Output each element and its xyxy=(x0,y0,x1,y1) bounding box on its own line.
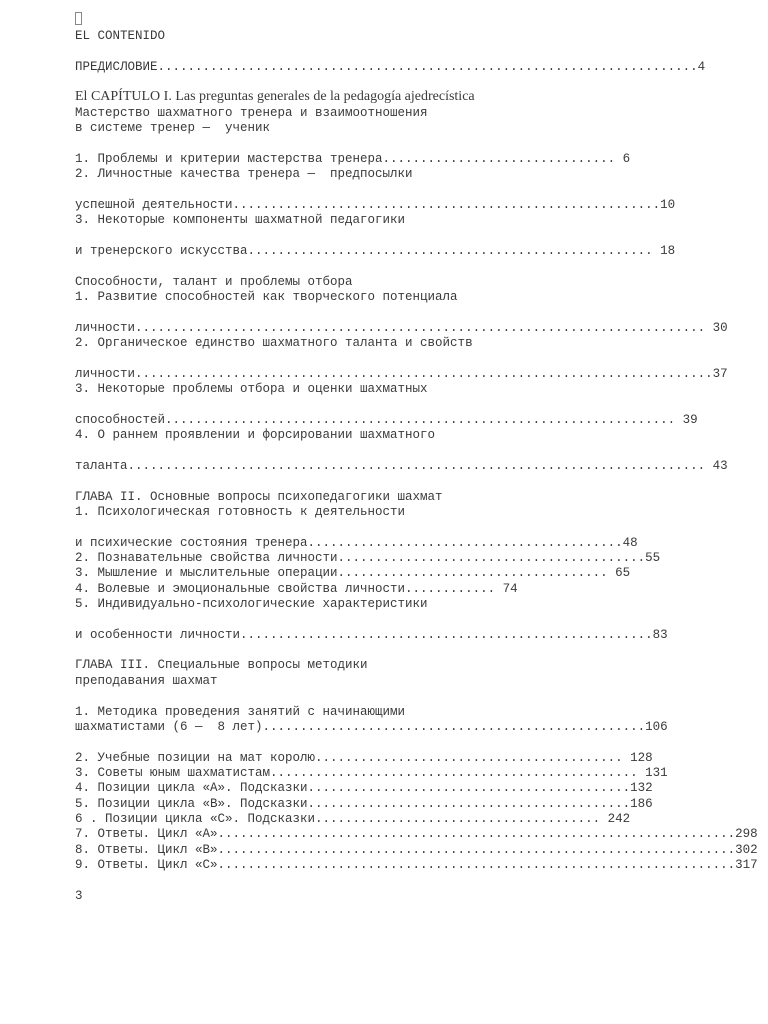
toc-chapter-heading: ГЛАВА II. Основные вопросы психопедагогики шахмат xyxy=(75,490,443,504)
document-title: EL CONTENIDO xyxy=(75,29,166,43)
toc-line: и психические состояния тренера..........................................48 xyxy=(75,536,638,550)
toc-line: 4. О раннем проявлении и форсировании шахматного xyxy=(75,428,436,442)
toc-line: 5. Позиции цикла «В». Подсказки...........................................186 xyxy=(75,797,653,811)
toc-line: успешной деятельности.........................................................10 xyxy=(75,198,676,212)
toc-line: способностей.................................................................... 39 xyxy=(75,413,698,427)
toc-line: 2. Учебные позиции на мат королю......................................... 128 xyxy=(75,751,653,765)
toc-line: 1. Проблемы и критерии мастерства тренера............................... 6 xyxy=(75,152,631,166)
toc-section-heading: преподавания шахмат xyxy=(75,674,218,688)
toc-line: 7. Ответы. Цикл «А».....................................................................298 xyxy=(75,827,758,841)
toc-line: 3. Некоторые компоненты шахматной педагогики xyxy=(75,213,406,227)
toc-line: личности............................................................................ 30 xyxy=(75,321,728,335)
toc-line: 3. Мышление и мыслительные операции.................................... 65 xyxy=(75,566,631,580)
toc-line: 4. Позиции цикла «А». Подсказки...........................................132 xyxy=(75,781,653,795)
toc-line: 2. Органическое единство шахматного таланта и свойств xyxy=(75,336,473,350)
toc-line: и тренерского искусства...................................................... 18 xyxy=(75,244,676,258)
toc-line: шахматистами (6 — 8 лет)...................................................106 xyxy=(75,720,668,734)
toc-line: 9. Ответы. Цикл «С».....................................................................317 xyxy=(75,858,758,872)
toc-line: 5. Индивидуально-психологические характеристики xyxy=(75,597,428,611)
toc-line: 6 . Позиции цикла «С». Подсказки...................................... 242 xyxy=(75,812,631,826)
toc-line: личности.............................................................................37 xyxy=(75,367,728,381)
toc-chapter-heading: El CAPÍTULO I. Las preguntas generales de la pedagogía ajedrecística xyxy=(75,89,475,104)
toc-section-heading: Мастерство шахматного тренера и взаимоотношения xyxy=(75,106,428,120)
toc-line: 1. Методика проведения занятий с начинающими xyxy=(75,705,406,719)
toc-chapter-heading: ГЛАВА III. Специальные вопросы методики xyxy=(75,658,368,672)
toc-line: 2. Личностные качества тренера — предпосылки xyxy=(75,167,413,181)
toc-section-heading: Способности, талант и проблемы отбора xyxy=(75,275,353,289)
missing-glyph-icon xyxy=(75,12,82,25)
toc-line: 3. Советы юным шахматистам................................................. 131 xyxy=(75,766,668,780)
toc-line: 3. Некоторые проблемы отбора и оценки шахматных xyxy=(75,382,428,396)
toc-line: таланта............................................................................. 43 xyxy=(75,459,728,473)
toc-section-heading: в системе тренер — ученик xyxy=(75,121,271,135)
toc-line: 1. Развитие способностей как творческого потенциала xyxy=(75,290,458,304)
toc-line: 4. Волевые и эмоциональные свойства личности............ 74 xyxy=(75,582,518,596)
toc-line: и особенности личности.......................................................83 xyxy=(75,628,668,642)
toc-line: 2. Познавательные свойства личности.........................................55 xyxy=(75,551,661,565)
toc-line: 1. Психологическая готовность к деятельности xyxy=(75,505,406,519)
toc-line: 8. Ответы. Цикл «В».....................................................................302 xyxy=(75,843,758,857)
page-number: 3 xyxy=(75,889,83,903)
toc-line: ПРЕДИСЛОВИЕ........................................................................4 xyxy=(75,60,706,74)
